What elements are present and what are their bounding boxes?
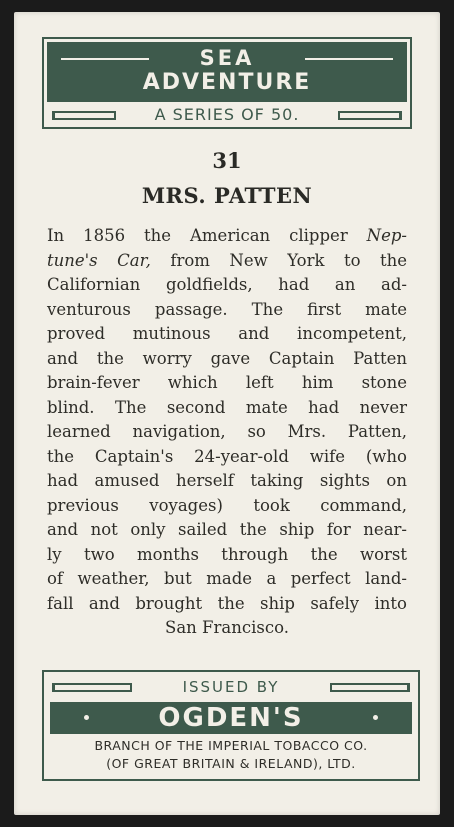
- branch-line-2: (OF GREAT BRITAIN & IRELAND), LTD.: [106, 756, 356, 771]
- header-title-line2: ADVENTURE: [142, 70, 312, 95]
- bullet-dot-right: [373, 715, 378, 720]
- body-line: San Francisco.: [165, 618, 289, 637]
- brand-band: [50, 702, 412, 734]
- branch-line-1: BRANCH OF THE IMPERIAL TOBACCO CO.: [94, 738, 368, 753]
- body-line: venturous passage. The first mate: [47, 299, 407, 319]
- body-line: brain-fever which left him stone: [47, 373, 407, 392]
- header-title-line1: SEA: [199, 46, 255, 70]
- body-line: tune's Car, from New York to the: [47, 250, 407, 270]
- body-line: the Captain's 24-year-old wife (who: [47, 446, 407, 466]
- body-line: learned navigation, so Mrs. Patten,: [47, 422, 407, 441]
- body-line: fall and brought the ship safely into: [47, 593, 407, 613]
- brand-name: OGDEN'S: [158, 703, 304, 733]
- ship-name: Nep-: [366, 226, 407, 245]
- body-line: ly two months through the worst: [47, 544, 407, 564]
- series-bracket-right: [338, 111, 402, 120]
- ship-name: tune's Car,: [47, 250, 151, 270]
- issued-by-label: ISSUED BY: [182, 678, 280, 696]
- body-line: had amused herself taking sights on: [47, 471, 407, 490]
- card-title: MRS. PATTEN: [141, 183, 313, 208]
- header-band: [47, 42, 407, 102]
- body-line: proved mutinous and incompetent,: [47, 324, 407, 343]
- body-line: of weather, but made a perfect land-: [47, 569, 407, 588]
- body-line: and the worry gave Captain Patten: [47, 348, 407, 368]
- body-line: blind. The second mate had never: [47, 397, 407, 417]
- issued-bracket-right: [330, 683, 410, 692]
- body-line: previous voyages) took command,: [47, 495, 407, 515]
- header-panel: [42, 37, 412, 129]
- card-number: 31: [212, 148, 242, 173]
- series-label: A SERIES OF 50.: [154, 105, 300, 124]
- body-line: Californian goldfields, had an ad-: [47, 275, 407, 294]
- body-line: In 1856 the American clipper Nep-: [47, 226, 407, 245]
- cigarette-card: [14, 12, 440, 815]
- body-line: and not only sailed the ship for near-: [47, 520, 407, 539]
- footer-panel: [42, 670, 420, 781]
- card-body-text: [47, 224, 407, 641]
